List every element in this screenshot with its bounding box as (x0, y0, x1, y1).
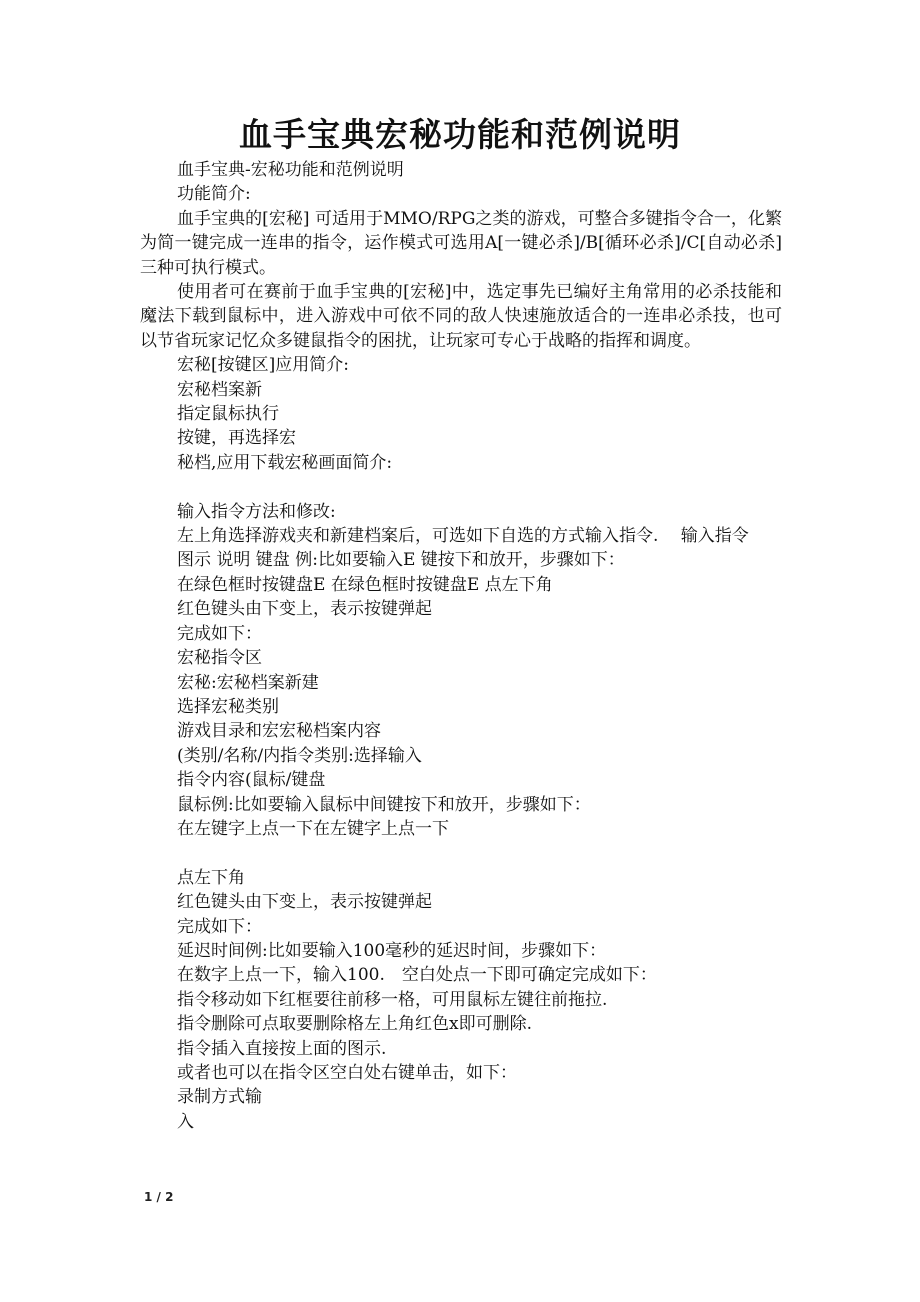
body-paragraph: 完成如下： (177, 623, 262, 644)
body-paragraph: 图示 说明 键盘 例:比如要输入E 键按下和放开，步骤如下： (177, 550, 625, 571)
body-paragraph: 使用者可在赛前于血手宝典的[宏秘]中，选定事先已编好主角常用的必杀技能和魔法下载到鼠标中，进入游戏中可依不同的敌人快速施放适合的一连串必杀技，也可以节省玩家记忆众多键鼠指令的困扰，让玩家可专心于战略的指挥和调度。 (140, 282, 782, 351)
body-paragraph: 录制方式输 (177, 1087, 262, 1108)
body-paragraph: 指令插入直接按上面的图示. (177, 1038, 387, 1059)
body-paragraph: 选择宏秘类别 (177, 696, 279, 717)
document-title: 血手宝典宏秘功能和范例说明 (239, 115, 681, 154)
body-paragraph: 秘档,应用下载宏秘画面简介: (177, 452, 393, 473)
body-paragraph: 宏秘[按键区]应用简介: (177, 355, 349, 376)
body-paragraph: 指令删除可点取要删除格左上角红色x即可删除. (177, 1014, 532, 1035)
body-paragraph: (类别/名称/内指令类别:选择输入 (177, 745, 422, 766)
body-paragraph: 红色键头由下变上，表示按键弹起 (177, 892, 432, 913)
body-paragraph: 在绿色框时按键盘E 在绿色框时按键盘E 点左下角 (177, 574, 553, 595)
body-paragraph: 红色键头由下变上，表示按键弹起 (177, 599, 432, 620)
body-paragraph: 或者也可以在指令区空白处右键单击，如下： (177, 1063, 517, 1083)
body-paragraph: 血手宝典的[宏秘] 可适用于MMO/RPG之类的游戏，可整合多键指令合一，化繁为简一键完成一连串的指令，运作模式可选用A[一键必杀]/B[循环必杀]/C[自动必杀] 三种可执行模式。 (140, 208, 782, 278)
body-paragraph: 宏秘:宏秘档案新建 (177, 672, 319, 693)
body-paragraph: 按键，再选择宏 (177, 428, 296, 449)
body-paragraph: 点左下角 (177, 867, 245, 888)
body-paragraph: 血手宝典-宏秘功能和范例说明 (177, 160, 404, 180)
body-paragraph: 游戏目录和宏宏秘档案内容 (177, 721, 381, 742)
blank-line (140, 841, 782, 865)
body-paragraph: 完成如下： (177, 916, 262, 937)
page-number: 1 / 2 (144, 1190, 174, 1204)
body-paragraph: 功能简介: (177, 184, 251, 205)
body-paragraph: 宏秘指令区 (177, 648, 262, 669)
body-paragraph: 左上角选择游戏夹和新建档案后，可选如下自选的方式输入指令. 输入指令 (177, 526, 749, 547)
body-paragraph: 在数字上点一下，输入100. 空白处点一下即可确定完成如下： (177, 965, 657, 986)
body-paragraph: 入 (177, 1111, 194, 1132)
body-paragraph: 延迟时间例:比如要输入100毫秒的延迟时间，步骤如下： (177, 940, 607, 961)
body-paragraph: 宏秘档案新 (177, 379, 262, 400)
body-paragraph: 指令移动如下红框要往前移一格，可用鼠标左键往前拖拉. (177, 989, 608, 1010)
body-paragraph: 鼠标例:比如要输入鼠标中间键按下和放开，步骤如下： (177, 794, 591, 815)
blank-line (140, 475, 782, 499)
body-paragraph: 在左键字上点一下在左键字上点一下 (177, 818, 449, 839)
body-paragraph: 输入指令方法和修改: (177, 501, 336, 522)
document-body (140, 158, 782, 1134)
body-paragraph: 指定鼠标执行 (177, 404, 279, 425)
body-paragraph: 指令内容(鼠标/键盘 (177, 770, 326, 791)
